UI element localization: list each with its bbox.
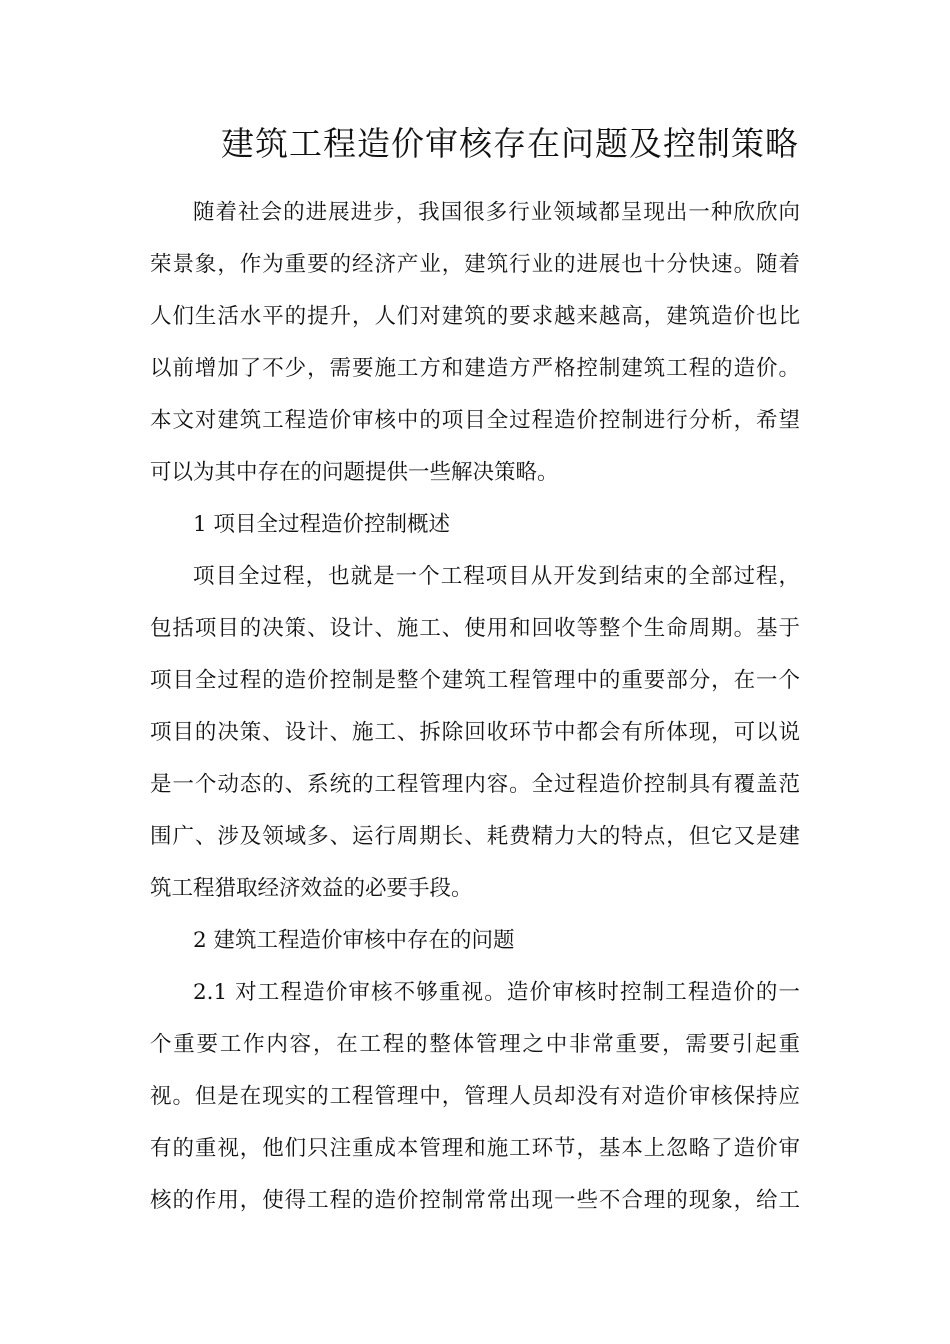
body-line: 围广、涉及领域多、运行周期长、耗费精力大的特点，但它又是建 (150, 824, 800, 849)
body-line: 有的重视，他们只注重成本管理和施工环节，基本上忽略了造价审 (150, 1136, 800, 1161)
body-line: 视。但是在现实的工程管理中，管理人员却没有对造价审核保持应 (150, 1084, 800, 1109)
body-line: 2 建筑工程造价审核中存在的问题 (193, 928, 515, 953)
body-line: 项目全过程的造价控制是整个建筑工程管理中的重要部分，在一个 (150, 668, 800, 693)
body-line: 以前增加了不少，需要施工方和建造方严格控制建筑工程的造价。 (150, 356, 800, 381)
body-line: 筑工程猎取经济效益的必要手段。 (150, 876, 473, 901)
body-line: 项目全过程，也就是一个工程项目从开发到结束的全部过程， (193, 564, 800, 589)
body-line: 核的作用，使得工程的造价控制常常出现一些不合理的现象，给工 (150, 1188, 800, 1213)
body-line: 随着社会的进展进步，我国很多行业领域都呈现出一种欣欣向 (193, 200, 800, 225)
document-title: 建筑工程造价审核存在问题及控制策略 (221, 124, 799, 163)
body-line: 可以为其中存在的问题提供一些解决策略。 (150, 460, 559, 485)
body-line: 包括项目的决策、设计、施工、使用和回收等整个生命周期。基于 (150, 616, 800, 641)
body-line: 2.1 对工程造价审核不够重视。造价审核时控制工程造价的一 (193, 980, 800, 1005)
body-line: 项目的决策、设计、施工、拆除回收环节中都会有所体现，可以说 (150, 720, 800, 745)
body-line: 人们生活水平的提升，人们对建筑的要求越来越高，建筑造价也比 (150, 304, 800, 329)
body-line: 本文对建筑工程造价审核中的项目全过程造价控制进行分析，希望 (150, 408, 800, 433)
document-body (150, 187, 800, 1227)
body-line: 荣景象，作为重要的经济产业，建筑行业的进展也十分快速。随着 (150, 252, 800, 277)
body-line: 1 项目全过程造价控制概述 (193, 512, 451, 537)
body-line: 是一个动态的、系统的工程管理内容。全过程造价控制具有覆盖范 (150, 772, 800, 797)
body-line: 个重要工作内容，在工程的整体管理之中非常重要，需要引起重 (150, 1032, 800, 1057)
